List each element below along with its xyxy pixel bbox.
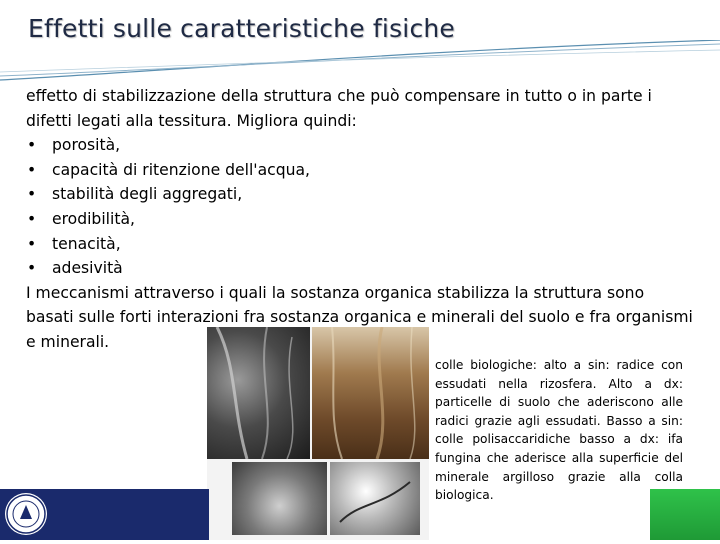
figure-caption: colle biologiche: alto a sin: radice con essudati nella rizosfera. Alto a dx: particelle di suolo che aderiscono alle radici grazie agli essudati. Basso a sin: colle polisaccaridiche basso a dx: ifa fungina che aderisce alla superficie del minerale argilloso grazie alla colla biologica. (435, 358, 683, 503)
list-item: • erodibilità, (26, 207, 696, 232)
slide-title: Effetti sulle caratteristiche fisiche (28, 14, 456, 43)
polysaccharide-glue-micrograph (232, 462, 327, 535)
conclusion-paragraph: I meccanismi attraverso i quali la sostanza organica stabilizza la struttura sono basati sulle forti interazioni fra sostanza organica e minerali del suolo e fra organismi e minerali. (26, 283, 693, 351)
slide-body (26, 84, 696, 355)
university-seal-logo (0, 489, 52, 540)
intro-paragraph: effetto di stabilizzazione della struttura che può compensare in tutto o in parte i difetti legati alla tessitura. Migliora quindi: (26, 87, 652, 130)
root-exudates-photo (207, 327, 310, 459)
list-item: • tenacità, (26, 232, 696, 257)
list-item: • capacità di ritenzione dell'acqua, (26, 158, 696, 183)
list-item: • porosità, (26, 133, 696, 158)
accent-green-box (650, 489, 720, 540)
list-item: • stabilità degli aggregati, (26, 182, 696, 207)
title-swoosh-decoration (0, 40, 720, 90)
property-list (26, 133, 696, 281)
soil-on-roots-photo (312, 327, 429, 459)
footer-bar (52, 489, 209, 540)
list-item: • adesività (26, 256, 696, 281)
biological-glues-figure (207, 327, 429, 540)
fungal-hypha-micrograph (330, 462, 420, 535)
